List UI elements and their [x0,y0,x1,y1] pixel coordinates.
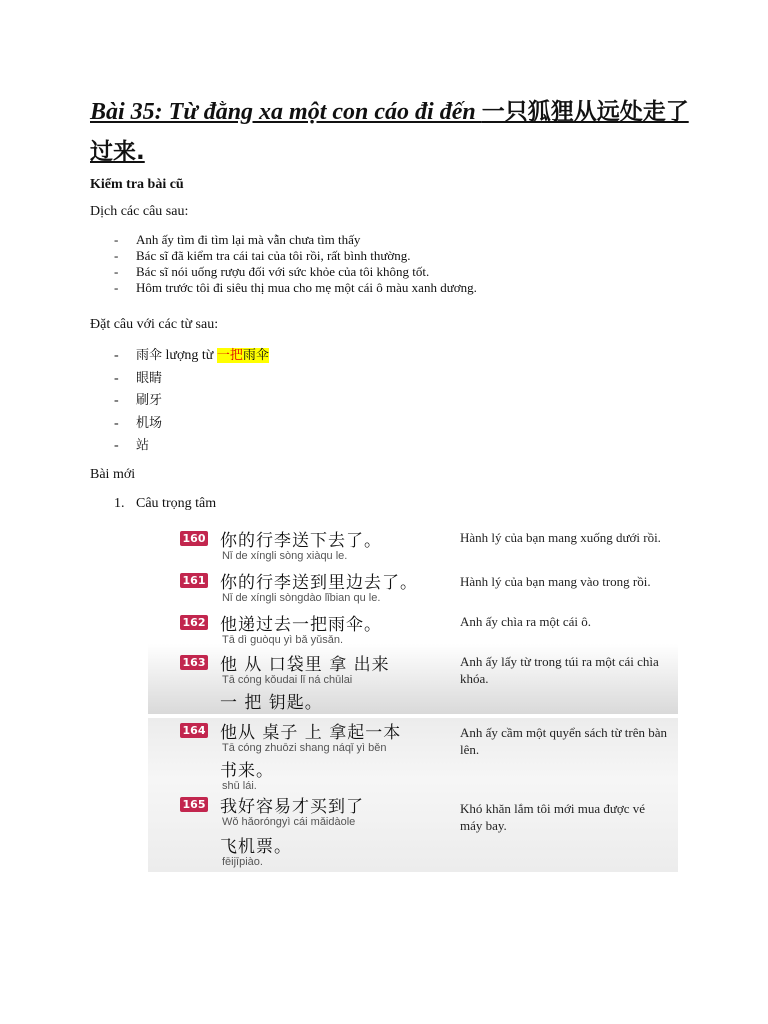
sentence-pinyin-line2: shū lái. [222,780,257,792]
sentence-hanzi-line2: 一 把 钥匙。 [220,693,323,713]
sentence-pinyin: Nǐ de xíngli sòngdào lǐbian qu le. [222,592,381,604]
sentence-number-badge: 161 [180,573,208,588]
list-item-text: Bác sĩ đã kiểm tra cái tai của tôi rồi, rất bình thường. [136,248,411,263]
bullet-dash: - [114,232,119,247]
highlight-word: 雨伞 [242,348,269,363]
translate-intro: Dịch các câu sau: [90,204,189,219]
list-item-text [136,345,269,368]
item-text: Câu trọng tâm [136,496,217,511]
bullet-dash: - [114,264,119,279]
sentence-hanzi: 你的行李送下去了。 [220,531,382,551]
sentence-hanzi: 我好容易才买到了 [220,797,364,817]
sentence-pinyin: Tā dì guòqu yì bǎ yǔsǎn. [222,634,344,646]
word-chinese: 雨伞 [136,348,163,363]
bullet-dash: - [114,415,119,431]
sentence-number-badge: 164 [180,723,208,738]
sentence-pinyin: Nǐ de xíngli sòng xiàqu le. [222,550,348,562]
sentence-hanzi: 你的行李送到里边去了。 [220,573,418,593]
list-item-text: Bác sĩ nói uống rượu đối với sức khỏe của tôi không tốt. [136,264,430,279]
word-note: lượng từ [162,348,217,363]
sentence-hanzi-line2: 飞机票。 [220,837,292,857]
bullet-dash: - [114,280,119,295]
sentence-pinyin: Wǒ hǎoróngyì cái mǎidàole [222,816,356,828]
sentence-hanzi: 他 从 口袋里 拿 出来 [220,655,390,675]
sentence-number-badge: 162 [180,615,208,630]
list-item-text: Anh ấy tìm đi tìm lại mà vẫn chưa tìm thấy [136,232,361,247]
lesson-image [148,516,678,872]
sentence-translation: Anh ấy cầm một quyển sách từ trên bàn lên. [460,725,668,757]
sentence-translation: Hành lý của bạn mang vào trong rồi. [460,574,651,589]
sentence-hanzi-line2: 书来。 [220,761,274,781]
sentence-translation: Khó khăn lắm tôi mới mua được vé máy bay. [460,801,646,833]
sentence-translation: Hành lý của bạn mang xuống dưới rồi. [460,530,661,545]
bullet-dash: - [114,370,119,386]
word-chinese: 刷牙 [136,393,163,408]
sentence-number-badge: 165 [180,797,208,812]
sentence-hanzi: 他从 桌子 上 拿起一本 [220,723,402,743]
word-chinese: 站 [136,438,150,453]
sentence-translation: Anh ấy lấy từ trong túi ra một cái chìa khóa. [460,654,659,686]
sentence-translation: Anh ấy chìa ra một cái ô. [460,614,592,629]
highlight-mark [217,348,269,363]
sentence-pinyin: Tā cóng kǒudai lǐ ná chūlai [222,674,353,686]
sentence-hanzi: 他递过去一把雨伞。 [220,615,382,635]
sentence-pinyin-line2: fēijīpiào. [222,856,263,868]
new-lesson-heading: Bài mới [90,467,136,482]
bullet-dash: - [114,348,119,363]
sentence-intro: Đặt câu với các từ sau: [90,317,219,332]
numbered-item [114,496,216,512]
list-item-text: Hôm trước tôi đi siêu thị mua cho mẹ một cái ô màu xanh dương. [136,280,477,295]
title-vietnamese: Bài 35: Từ đằng xa một con cáo đi đến [90,99,482,125]
lesson-title [90,92,690,172]
review-heading: Kiểm tra bài cũ [90,177,184,192]
sentence-number-badge: 163 [180,655,208,670]
highlight-measure-word: 一把 [216,348,243,363]
sentence-number-badge: 160 [180,531,208,546]
word-chinese: 眼睛 [136,370,163,386]
bullet-dash: - [114,393,119,408]
word-chinese: 机场 [136,415,163,431]
title-chinese: 一只狐狸从远处走了过来. [90,99,689,165]
item-number: 1. [114,496,125,511]
bullet-dash: - [114,438,119,453]
bullet-dash: - [114,248,119,263]
sentence-pinyin: Tā cóng zhuōzi shang náqǐ yì běn [222,742,387,754]
